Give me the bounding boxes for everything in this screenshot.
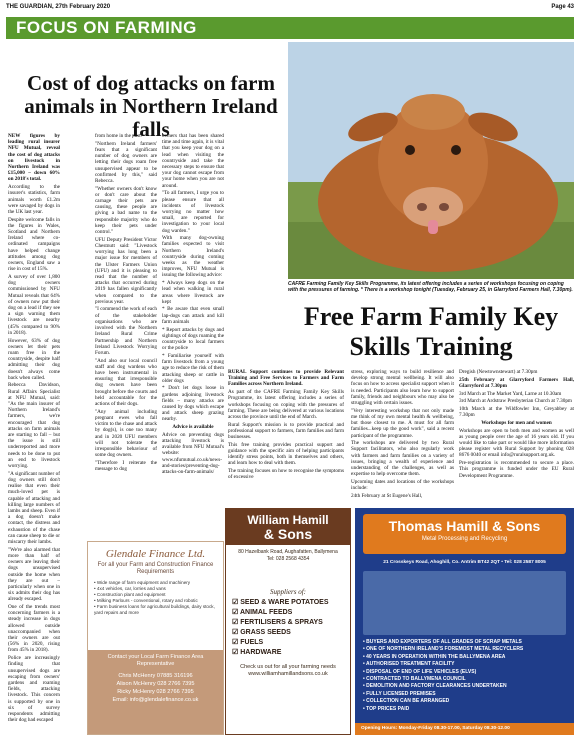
paragraph: "And also our local council staff and dog wardens who have been instrumental in ensuring that irresponsible dog owners have been brought before the courts and held accountable for the actions of their dogs. (95, 357, 157, 408)
list-item-text: Milking Parlours - conventional, rotary and robotic (96, 598, 198, 603)
paragraph: Rebecca Davidson, Rural Affairs Specialist at NFU Mutual, said: "As the main insurer of Northern Ireland's farmers, we're encouraged that dog attacks on farm animals are starting to fall – but the issue is still underreported and more needs to be done to put an end to livestock worrying. (8, 382, 60, 470)
list-item: • Construction plant and equipment (94, 592, 166, 597)
list-item-text: CONTRACTED TO BALLYMENA COUNCIL (366, 676, 466, 683)
section-title: FOCUS ON FARMING (16, 18, 197, 37)
paragraph: According to the insurer's statistics, farm animals worth £1.2m were savaged by dogs in the UK last year. (8, 184, 60, 215)
paragraph: 3rd March at Ardstraw Presbyterian Church at 7.30pm (459, 398, 572, 405)
paragraph: "We're also alarmed that more than half of owners are leaving their dogs unsupervised outside the home when they are out – particularly when one in six admits their dog has already escaped. (8, 546, 60, 603)
article2-column-3 (459, 369, 574, 507)
paragraph: A survey of over 1,800 dog owners commissioned by NFU Mutual reveals that 64% of owners now put their dog on a lead if they see a sign warning them livestock are nearby (45% compared to 90% in 2018). (8, 273, 60, 336)
list-item-text: 4x4 vehicles, car, lorries and vans (96, 586, 166, 591)
glendale-contact-box (88, 650, 223, 734)
list-item-text: FERTILISERS & SPRAYS (240, 619, 323, 626)
glendale-contact-line: Email: info@glendalefinance.co.uk (112, 697, 199, 703)
paragraph: "I commend the work of each of the stakeholder organisations who are involved with the Northern Ireland Rural Crime Partnership and Northern Ireland Livestock Worrying Forum. (95, 306, 157, 356)
paragraph: 10th March at the Wildfowler Inn, Greyabbey at 7.30pm (459, 406, 574, 419)
article2-column-1 (228, 369, 344, 507)
list-item-text: Farm business loans for agricultural buildings, dairy stock, yard repairs and more (94, 604, 215, 615)
paragraph: 24th February at St Eugene's Hall, (351, 492, 423, 499)
paragraph: "Very interesting workshop that not only made me think of my own mental health & wellbeing, but those closest to me. A must for all farm families...keep up the good work", said a recent participant of the programme. (351, 407, 454, 439)
article1-column-1 (8, 133, 60, 733)
list-item: ☑ GRASS SEEDS (232, 629, 291, 636)
hamill-title-2: & Sons (263, 526, 313, 542)
glendale-finance-ad (87, 541, 224, 735)
paragraph: Rural Support's mission is to provide practical and professional support to farmers, farm families and farm businesses. (228, 421, 344, 441)
paragraph: Workshops for men and women (481, 419, 552, 426)
hamill-suppliers-label: Suppliers of: (270, 588, 306, 596)
paragraph: Pre-registration is recommended to secure a place. This programme is funded under the EU Rural Development Programme. (459, 460, 574, 479)
paragraph: Police are increasingly finding that unsupervised dogs are escaping from owners' gardens and roaming fields, attacking livestock. This concern is supported by one in six of survey respondents admitting their dog had escaped (8, 655, 60, 724)
list-item: • BUYERS AND EXPORTERS OF ALL GRADES OF SCRAP METALS (363, 639, 522, 645)
hamill-address: 80 Hazelbank Road, Aughafatten, Ballymena (238, 549, 338, 555)
paragraph: 25th February at Glarryford Farmers Hall, Glarryford at 7.30pm (459, 376, 574, 389)
paragraph: Workshops are open to both men and women as well as young people over the age of 16 years old. If you would like to take part or would like more information please register with Rural Support by phoning 028 8676 0040 or email info@ruralsupport.org.uk. (459, 427, 574, 459)
paragraph: "A significant number of dog owners still don't realise that even their much-loved pet is capable of attacking and killing large numbers of lambs and sheep. Even if a dog doesn't make contact, the distress and exhaustion of the chase can cause sheep to die or miscarry their lambs. (8, 470, 60, 545)
paragraph: As part of the CAFRE Farming Family Key Skills Programme, its latest offering includes a series of workshops focusing on coping with the pressures of farming. These are being delivered at various locations across the province until the end of March. (228, 389, 344, 420)
paper-dateline: THE GUARDIAN, 27th February 2020 (6, 4, 111, 10)
list-item: ☑ HARDWARE (232, 649, 282, 656)
list-item: • CONTRACTED TO BALLYMENA COUNCIL (363, 676, 466, 683)
cow-photo (288, 42, 574, 279)
thomas-hours: Opening Hours: Monday-Friday 08.30-17.00, Saturday 08.30-12.00 (355, 723, 574, 735)
paragraph: "Whether owners don't know or don't care about the carnage their pets are causing, these people are giving a bad name to the responsible majority who do keep their pets under control." (95, 185, 157, 236)
thomas-photo-strip (363, 571, 566, 635)
list-item: • ONE OF NORTHERN IRELAND'S FOREMOST METAL RECYCLERS (363, 646, 524, 653)
paragraph: Advice is available (172, 424, 214, 431)
paragraph: * Be aware that even small lap-dogs can attack and kill farm animals (162, 306, 224, 325)
paragraph: * Familiarise yourself with farm livestock from a young age to reduce the risk of them attacking sheep or cattle in older dogs (162, 352, 224, 384)
paragraph: owners that has been shared time and time again, it is vital that you keep your dog on a lead when visiting the countryside and take the necessary steps to ensure that your dog cannot escape from your home when you are not around. (162, 133, 224, 189)
paragraph: "To all farmers, I urge you to please ensure that all incidents of livestock worrying no matter how small, are reported for investigation to your local dog warden." (162, 190, 224, 234)
paragraph: RURAL Support continues to provide Relevant Training and Free Services to Farmers and Farm Families across Northern Ireland. (228, 369, 344, 388)
hamill-tel: Tel: 028 2568 4354 (266, 556, 310, 562)
paragraph: * Don't let dogs loose in gardens adjoining livestock fields – many attacks are caused by dogs which escape and attack sheep grazing nearby. (162, 385, 224, 423)
paragraph: The training focuses on how to recognise the symptoms of excessive (228, 468, 344, 481)
paragraph: * Always keep dogs on the lead when walking in rural areas where livestock are kept (162, 280, 224, 305)
paragraph: The workshops are delivered by two Rural Support facilitators, who also regularly work with farmers and farm families on a variety of issues, bringing a wealth of experience and understanding of the challenges, as well as expertise to help overcome them. (351, 440, 454, 478)
list-item: ☑ SEED & WARE POTATOES (232, 599, 329, 606)
glendale-contacts (92, 672, 219, 704)
paragraph: 3rd March at The Market Yard, Larne at 10.30am (459, 390, 562, 397)
list-item-text: ONE OF NORTHERN IRELAND'S FOREMOST METAL RECYCLERS (366, 646, 524, 653)
list-item: • DISPOSAL OF END OF LIFE VEHICLES (ELVS) (363, 668, 477, 675)
list-item: • 40 YEARS IN OPERATION WITHIN THE BALLYMENA AREA (363, 653, 506, 660)
hamill-header (226, 509, 350, 545)
list-item-text: TOP PRICES PAID (366, 705, 410, 712)
glendale-subtitle: For all your Farm and Construction Finance Requirements (97, 562, 214, 575)
hamill-footer: Check us out for all your farming needs www.williamhamillandsons.co.uk (240, 664, 336, 677)
paragraph: However, 63% of dog owners let their pets roam free in the countryside, despite half admitting their dog doesn't always come back when called. (8, 337, 60, 381)
list-item: • AUTHORISED TREATMENT FACILITY (363, 661, 455, 668)
hamill-items (226, 596, 350, 660)
list-item-text: BUYERS AND EXPORTERS OF ALL GRADES OF SCRAP METALS (366, 639, 522, 645)
paragraph: stress, exploring ways to build resilience and develop strong mental wellbeing. It will also focus on how to access specialist support when it is needed. Participants also learn how to support family, friends and neighbours who may also be struggling with certain issues. (351, 369, 454, 407)
paragraph: This free training provides practical support and guidance with the specific aim of helping participants identify stress points, both in themselves and others, and learn how to deal with them. (228, 441, 344, 467)
paragraph: Advice on preventing dogs attacking livestock is available from NFU Mutual's website: www.nfumutual.co.uk/news-and-stories/preventing-dog-attacks-on-farm-animals/ (162, 431, 224, 476)
thomas-title: Thomas Hamill & Sons (388, 518, 541, 534)
list-item: • COLLECTION CAN BE ARRANGED (363, 698, 450, 705)
glendale-bullets (88, 580, 223, 616)
list-item-text: DISPOSAL OF END OF LIFE VEHICLES (ELVS) (366, 668, 477, 675)
list-item: ☑ ANIMAL FEEDS (232, 609, 293, 616)
thomas-subtitle: Metal Processing and Recycling (421, 536, 508, 542)
list-item: ☑ FUELS (232, 639, 264, 646)
paragraph: One of the trends most concerning farmers is a steady increase in dogs allowed outside unaccompanied when their owners are out (56% in 2020, rising from 45% in 2018). (8, 604, 60, 654)
list-item-text: DEMOLITION AND FACTORY CLEARANCES UNDERTAKEN (366, 683, 507, 690)
list-item-text: Wide range of farm equipment and machinery (96, 580, 191, 585)
list-item: ☑ FERTILISERS & SPRAYS (232, 619, 323, 626)
page-number: Page 43 (551, 4, 574, 10)
article2-headline: Free Farm Family Key Skills Training (303, 302, 559, 361)
list-item: • TOP PRICES PAID (363, 705, 410, 712)
thomas-header (363, 514, 566, 554)
section-banner (6, 17, 574, 39)
paragraph: Dregish (Newtownstewart) at 7.30pm (459, 369, 538, 375)
paragraph: Upcoming dates and locations of the workshops include: (351, 478, 454, 492)
glendale-contact-line: Chris McHenry 07885 316196 (118, 673, 193, 679)
list-item-text: ANIMAL FEEDS (239, 609, 293, 616)
list-item: • Wide range of farm equipment and machinery (94, 580, 191, 585)
paragraph: * Report attacks by dogs and sightings of dogs roaming the countryside to local farmers or the police (162, 326, 224, 352)
list-item: • Milking Parlours - conventional, rotary and robotic (94, 598, 198, 603)
paragraph: NEW figures by leading rural insurer NFU Mutual, reveal the cost of dog attacks on livestock in Northern Ireland was £15,000 – down 60% on 2018's total. (8, 133, 60, 183)
thomas-address: 21 Crosskeys Road, Ahoghill, Co. Antrim BT42 2QT • Tel: 028 2587 8005 (383, 560, 546, 565)
list-item-text: AUTHORISED TREATMENT FACILITY (365, 661, 455, 668)
list-item-text: HARDWARE (240, 649, 282, 656)
photo-caption: CAFRE Farming Family Key Skills Programme, its latest offering includes a series of workshops focusing on coping with the pressures of farming. * There is a workshop tonight (Tuesday, February 25, in Glarryford Farmers Hall, 7.30pm). (288, 281, 573, 293)
thomas-items (355, 635, 574, 717)
paragraph: "Therefore I reiterate the message to dog (95, 459, 157, 473)
glendale-contact-title: Contact your Local Farm Finance Area Representative (107, 654, 204, 667)
list-item-text: FUELS (240, 639, 264, 646)
article1-column-2 (95, 133, 157, 539)
list-item-text: 40 YEARS IN OPERATION WITHIN THE BALLYMENA AREA (366, 653, 506, 660)
paragraph: "Northern Ireland farmers' fears that a significant number of dog owners are letting their dogs roam free unsupervised appear to be confirmed by this," said Rebecca. (95, 140, 157, 184)
article2-column-2 (351, 369, 454, 507)
list-item: • Farm business loans for agricultural buildings, dairy stock, yard repairs and more (94, 604, 215, 615)
list-item: • DEMOLITION AND FACTORY CLEARANCES UNDERTAKEN (363, 683, 507, 690)
paragraph: from home in the past. (95, 133, 142, 139)
list-item-text: FULLY LICENSED PREMISES (366, 690, 436, 697)
list-item: • FULLY LICENSED PREMISES (363, 690, 436, 697)
list-item-text: Construction plant and equipment (96, 592, 166, 597)
hamill-title-1: William Hamill (247, 513, 329, 527)
list-item-text: SEED & WARE POTATOES (240, 599, 329, 606)
william-hamill-ad (225, 508, 351, 735)
paragraph: "Any animal including pregnant ewes who fall victim to the chase and attack by dog(s), is one too many and in 2020 UFU members will not tolerate the irresponsible behaviour of some dog owners. (95, 408, 157, 459)
cow-illustration (288, 42, 574, 279)
page-header (6, 4, 574, 14)
list-item: • 4x4 vehicles, car, lorries and vans (94, 586, 166, 591)
list-item-text: GRASS SEEDS (240, 629, 291, 636)
article1-column-3 (162, 133, 224, 539)
list-item-text: COLLECTION CAN BE ARRANGED (366, 698, 450, 705)
glendale-contact-line: Alison McHenry 028 2766 7395 (116, 681, 195, 687)
paragraph: Despite welcome falls in the figures in Wales, Scotland and Northern Ireland where co-ordinated campaigns have helped change attitudes among dog owners, England saw a rise in cost of 15%. (8, 216, 60, 273)
article1-headline: Cost of dog attacks on farm animals in Northern Ireland falls (24, 71, 278, 141)
glendale-title: Glendale Finance Ltd. (105, 548, 206, 560)
paragraph: With many dog-owning families expected to visit Northern Ireland's countryside during coming weeks as the weather improves, NFU Mutual is issuing the following advice: (162, 235, 224, 279)
paragraph: UFU Deputy President Victor Chestnutt said: "Livestock worrying has long been a major issue for members of the Ulster Farmers Union (UFU) and it is pleasing to read that the number of attacks that occurred during 2019 has fallen significantly when compared to the previous year. (95, 236, 157, 305)
glendale-contact-line: Ricky McHenry 028 2766 7395 (117, 689, 194, 695)
thomas-hamill-ad (355, 508, 574, 735)
